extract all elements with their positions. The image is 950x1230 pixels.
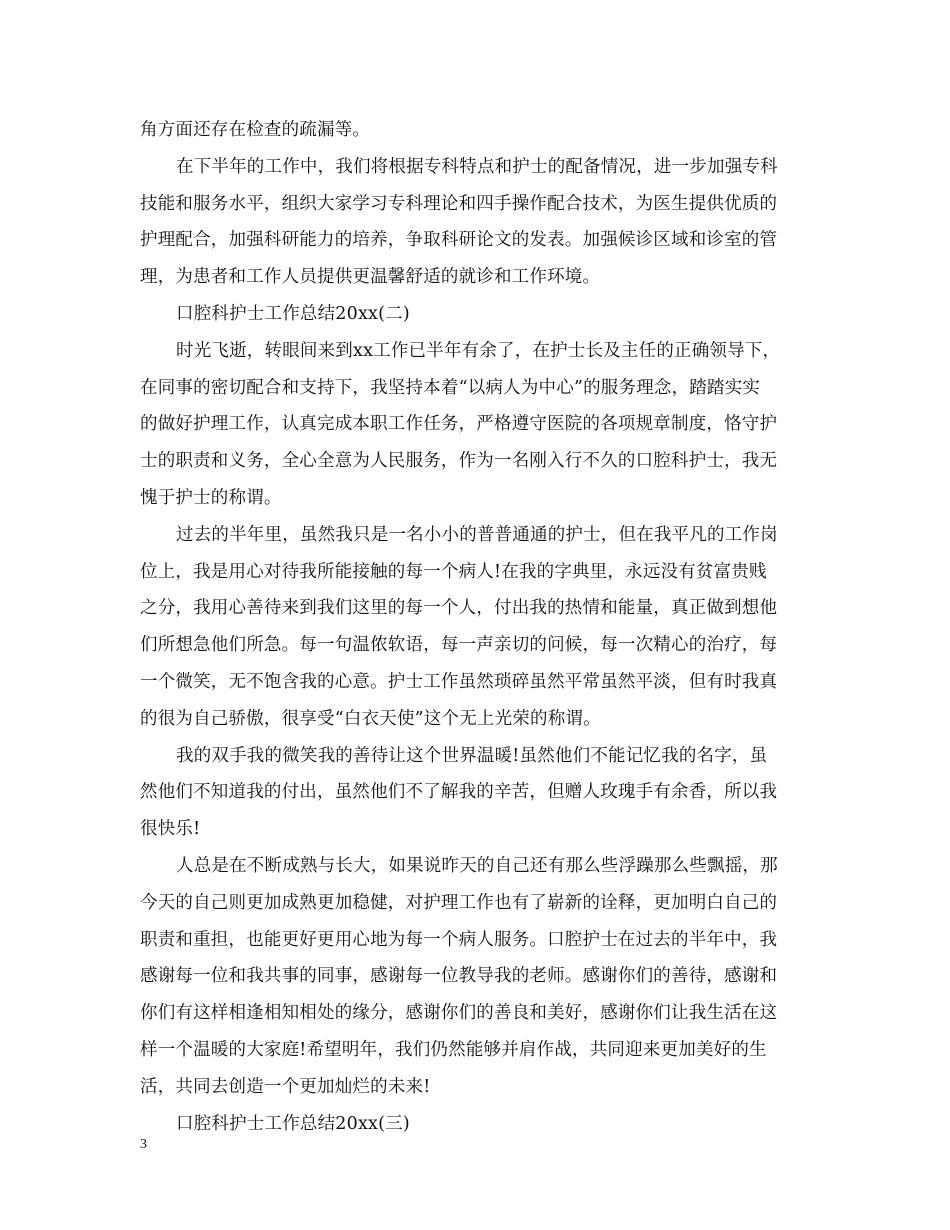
text-line: 护理配合，加强科研能力的培养，争取科研论文的发表。加强候诊区域和诊室的管 xyxy=(140,230,778,251)
document-body xyxy=(140,112,824,1142)
text-line: 角方面还存在检查的疏漏等。 xyxy=(140,120,371,140)
text-line: 的做好护理工作，认真完成本职工作任务，严格遵守医院的各项规章制度，恪守护 xyxy=(140,414,778,435)
text-line: 样一个温暖的大家庭!希望明年，我们仍然能够并肩作战，共同迎来更加美好的生 xyxy=(140,1039,767,1060)
text-line: 感谢每一位和我共事的同事，感谢每一位教导我的老师。感谢你们的善待，感谢和 xyxy=(140,966,778,987)
text-line: 们所想急他们所急。每一句温侬软语，每一声亲切的问候，每一次精心的治疗，每 xyxy=(140,635,778,656)
paragraph-start-line: 我的双手我的微笑我的善待让这个世界温暖!虽然他们不能记忆我的名字，虽 xyxy=(176,745,768,766)
section-heading-2: 口腔科护士工作总结20xx(二) xyxy=(176,303,410,324)
paragraph-start-line: 人总是在不断成熟与长大，如果说昨天的自己还有那么些浮躁那么些飘摇，那 xyxy=(176,855,778,876)
text-line: 之分，我用心善待来到我们这里的每一个人，付出我的热情和能量，真正做到想他 xyxy=(140,598,778,619)
paragraph-start-line: 在下半年的工作中，我们将根据专科特点和护士的配备情况，进一步加强专科 xyxy=(176,156,778,177)
text-line: 今天的自己则更加成熟更加稳健，对护理工作也有了崭新的诠释，更加明白自己的 xyxy=(140,892,778,913)
text-line: 然他们不知道我的付出，虽然他们不了解我的辛苦，但赠人玫瑰手有余香，所以我 xyxy=(140,782,778,803)
text-line: 你们有这样相逢相知相处的缘分，感谢你们的善良和美好，感谢你们让我生活在这 xyxy=(140,1003,778,1024)
text-line: 士的职责和义务，全心全意为人民服务，作为一名刚入行不久的口腔科护士，我无 xyxy=(140,451,778,472)
paragraph-start-line: 时光飞逝，转眼间来到xx工作已半年有余了，在护士长及主任的正确领导下， xyxy=(176,340,781,361)
text-line: 位上，我是用心对待我所能接触的每一个病人!在我的字典里，永远没有贫富贵贱 xyxy=(140,561,767,582)
text-line: 职责和重担，也能更好更用心地为每一个病人服务。口腔护士在过去的半年中，我 xyxy=(140,929,778,950)
paragraph-start-line: 过去的半年里，虽然我只是一名小小的普普通通的护士，但在我平凡的工作岗 xyxy=(176,524,778,545)
text-line: 愧于护士的称谓。 xyxy=(140,487,282,508)
text-line: 的很为自己骄傲，很享受“白衣天使”这个无上光荣的称谓。 xyxy=(140,708,601,729)
text-line: 很快乐! xyxy=(140,819,201,840)
text-line: 活，共同去创造一个更加灿烂的未来! xyxy=(140,1076,431,1097)
section-heading-3: 口腔科护士工作总结20xx(三) xyxy=(176,1113,410,1134)
text-line: 在同事的密切配合和支持下，我坚持本着“以病人为中心”的服务理念，踏踏实实 xyxy=(140,377,761,398)
text-line: 技能和服务水平，组织大家学习专科理论和四手操作配合技术，为医生提供优质的 xyxy=(140,193,778,214)
text-line: 理，为患者和工作人员提供更温馨舒适的就诊和工作环境。 xyxy=(140,267,601,288)
page-number: 3 xyxy=(140,1137,147,1152)
text-line: 一个微笑，无不饱含我的心意。护士工作虽然琐碎虽然平常虽然平淡，但有时我真 xyxy=(140,671,778,692)
